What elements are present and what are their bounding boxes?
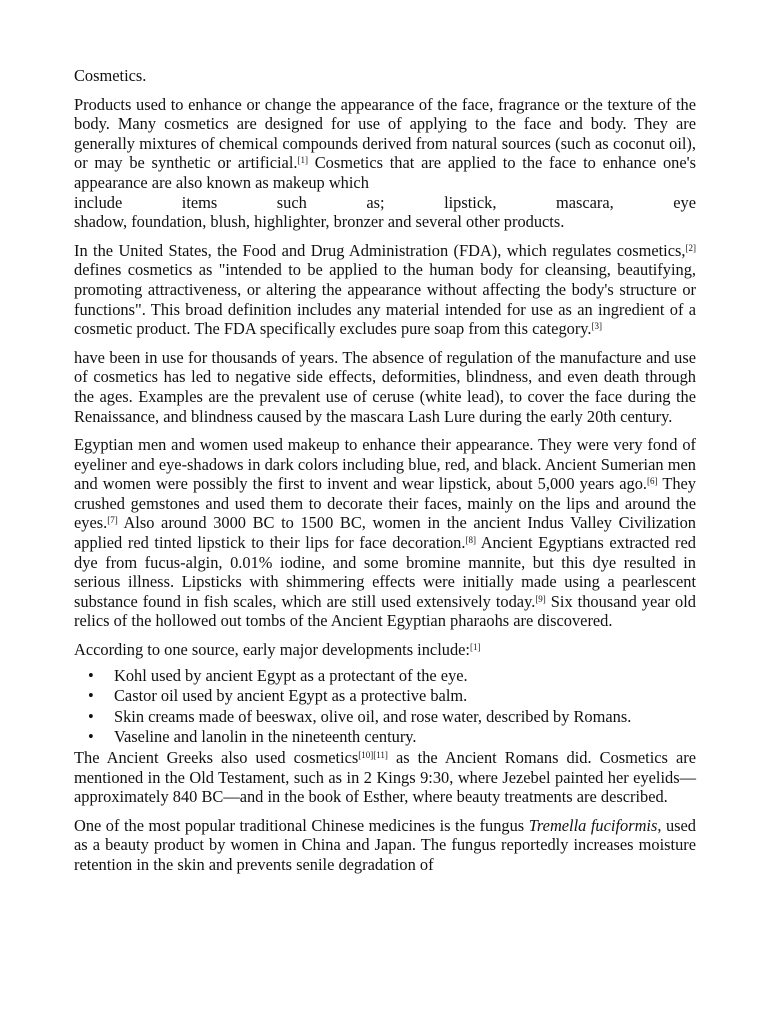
paragraph-text: Ancient Egyptians extracted red dye from fucus-algin, 0.01% iodine, and some bromine mannite, but this dye resulted in serious illness. Lipsticks with shimmering effects were initially made using a pearlescent substance found in fish scales, which are still used extensively today. (74, 533, 696, 611)
paragraph-fda (74, 241, 696, 339)
list-item-text: Castor oil used by ancient Egypt as a protective balm. (114, 686, 468, 706)
paragraph-text: Products used to enhance or change the appearance of the face, fragrance or the texture of the body. Many cosmetics are designed for use of applying to the face and body. They are generally mixtures of chemical compounds derived from natural sources (such as coconut oil), or may be synthetic or artificial. (74, 94, 696, 173)
list-item-text: Skin creams made of beeswax, olive oil, and rose water, described by Romans. (114, 706, 632, 726)
list-item-text: Vaseline and lanolin in the nineteenth century. (114, 727, 417, 747)
paragraph-egyptian (74, 435, 696, 631)
paragraph-text: shadow, foundation, blush, highlighter, bronzer and several other products. (74, 212, 565, 232)
citation-link[interactable]: [3] (591, 321, 603, 332)
paragraph-text: The Ancient Greeks also used cosmetics (74, 748, 359, 767)
paragraph-text: Cosmetics that are applied to the face to enhance one's appearance are also known as makeup which (74, 153, 696, 192)
citation-link[interactable]: [7] (107, 515, 118, 526)
citation-link[interactable]: [2] (685, 242, 696, 253)
paragraph-greeks (74, 748, 696, 807)
bullet-icon: • (88, 665, 94, 685)
bullet-icon: • (88, 686, 94, 706)
paragraph-text-spread: include items such as; lipstick, mascara, eye (74, 192, 696, 212)
paragraph-text: Also around 3000 BC to 1500 BC, women in the ancient Indus Valley Civilization applied red tinted lipstick to their lips for face decoration. (74, 513, 696, 553)
paragraph-text: Egyptian men and women used makeup to enhance their appearance. They were very fond of eyeliner and eye-shadows in dark colors including blue, red, and black. Ancient Sumerian men and women were possibly the first to invent and wear lipstick, about 5,000 years ago. (74, 435, 696, 494)
citation-link[interactable]: [9] (535, 593, 546, 604)
document-title: Cosmetics. (74, 66, 147, 85)
paragraph-text: They crushed gemstones and used them to decorate their faces, mainly on the lips and around the eyes. (74, 474, 696, 533)
list-item (74, 707, 696, 727)
citation-link[interactable]: [10][11] (358, 750, 388, 760)
paragraph-text: defines cosmetics as "intended to be applied to the human body for cleansing, beautifying, promoting attractiveness, or altering the appearance without affecting the body's structure or functions". This broad definition includes any material intended for use as an ingredient of a cosmetic product. The FDA specifically excludes pure soap from this category. (74, 260, 696, 339)
species-name: Tremella fuciformis (528, 815, 658, 835)
citation-link[interactable]: [1] (297, 155, 308, 166)
paragraph-text: One of the most popular traditional Chinese medicines is the fungus (74, 815, 529, 835)
citation-link[interactable]: [1] (469, 642, 481, 653)
paragraph-text: as the Ancient Romans did. Cosmetics are mentioned in the Old Testament, such as in 2 Kings 9:30, where Jezebel painted her eyelids—approximately 840 BC—and in the book of Esther, where beauty treatments are described. (74, 748, 696, 807)
citation-link[interactable]: [8] (465, 535, 476, 546)
list-item (74, 686, 696, 706)
citation-link[interactable]: [6] (647, 476, 658, 487)
developments-list (74, 666, 696, 747)
list-item (74, 666, 696, 686)
bullet-icon: • (88, 706, 94, 726)
bullet-icon: • (88, 727, 94, 747)
paragraph-developments-intro (74, 640, 696, 660)
paragraph-text: According to one source, early major developments include: (74, 640, 470, 660)
list-item (74, 727, 696, 747)
paragraph-text: Six thousand year old relics of the hollowed out tombs of the Ancient Egyptian pharaohs are discovered. (74, 591, 696, 631)
list-item-text: Kohl used by ancient Egypt as a protectant of the eye. (114, 665, 468, 685)
paragraph-definition (74, 95, 696, 232)
paragraph-text: , used as a beauty product by women in China and Japan. The fungus reportedly increases moisture retention in the skin and prevents senile degradation of (74, 815, 696, 874)
paragraph-text: In the United States, the Food and Drug Administration (FDA), which regulates cosmetics, (74, 240, 686, 260)
paragraph-history: have been in use for thousands of years. The absence of regulation of the manufacture and use of cosmetics has led to negative side effects, deformities, blindness, and even death through the ages. Examples are the prevalent use of ceruse (white lead), to cover the face during the Renaissance, and blindness caused by the mascara Lash Lure during the early 20th century. (74, 347, 696, 426)
paragraph-chinese (74, 816, 696, 875)
